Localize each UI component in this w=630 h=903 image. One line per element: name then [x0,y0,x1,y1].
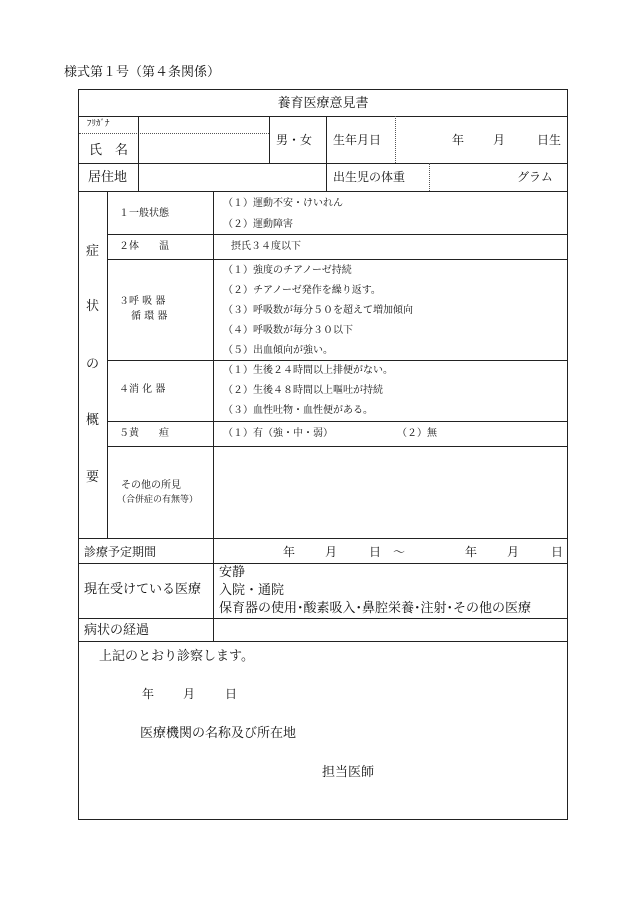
weight-divider [429,163,430,191]
symptoms-heading-char: の [86,357,100,372]
form-number: 様式第１号（第４条関係） [64,65,221,80]
circulatory-label: 循 環 器 [131,311,168,322]
rule [107,360,567,361]
respiratory-option: （２）チアノーゼ発作を繰り返す。 [223,285,381,296]
period-start-month: 月 [325,545,338,559]
rule [107,234,567,235]
furigana-divider [79,133,269,134]
digestive-option: （２）生後４８時間以上嘔吐が持続 [223,385,383,396]
period-start-day: 日 [369,545,382,559]
temperature-label: ２体 温 [119,241,169,252]
period-end-month: 月 [507,545,520,559]
general-condition-label: １一般状態 [119,208,169,219]
digestive-label: ４消 化 器 [119,384,166,395]
treatment-option: 入院・通院 [219,583,285,598]
rule [79,191,567,192]
address-label: 居住地 [88,170,128,185]
rule [79,641,567,642]
rule [107,191,108,538]
furigana-label: ﾌﾘｶﾞﾅ [87,119,110,129]
respiratory-label: ３呼 吸 器 [119,296,166,307]
period-tilde: ～ [393,545,406,559]
respiratory-option: （５）出血傾向が強い。 [223,345,333,356]
form-title: 養育医療意見書 [277,96,369,111]
rule [79,538,567,539]
current-treatment-label: 現在受けている医療 [84,582,202,597]
form-frame [78,89,568,820]
signature-month: 月 [183,687,196,701]
sex-options: 男・女 [276,133,313,147]
rule [326,116,327,191]
doctor-label: 担当医師 [322,765,375,780]
period-end-day: 日 [551,545,564,559]
other-findings-sublabel: （合併症の有無等） [117,495,199,505]
respiratory-option: （１）強度のチアノーゼ持続 [223,265,352,276]
treatment-period-label: 診療予定期間 [84,545,157,559]
name-label: 氏 名 [89,143,129,158]
symptoms-heading-char: 要 [86,470,100,485]
birth-year-unit: 年 [452,133,465,147]
period-end-year: 年 [465,545,478,559]
signature-year: 年 [142,687,155,701]
digestive-option: （１）生後２４時間以上排便がない。 [223,365,393,376]
rule [79,618,567,619]
symptoms-heading-char: 状 [86,299,100,314]
rule [213,191,214,641]
signature-day: 日 [225,687,238,701]
symptoms-heading-char: 症 [86,244,100,259]
rule [107,259,567,260]
general-option: （２）運動障害 [223,219,293,230]
course-label: 病状の経過 [84,623,150,638]
birthdate-divider [395,116,396,163]
digestive-option: （３）血性吐物・血性便がある。 [223,405,373,416]
rule [269,116,270,163]
other-findings-label: その他の所見 [121,480,181,491]
birth-day-unit: 日生 [537,133,562,147]
jaundice-option-no: （２）無 [397,428,437,439]
rule [138,116,139,191]
symptoms-heading-char: 概 [86,413,100,428]
rule [79,116,567,117]
rule [107,421,567,422]
treatment-option: 保育器の使用･酸素吸入･鼻腔栄養･注射･その他の医療 [219,601,532,616]
period-start-year: 年 [283,545,296,559]
jaundice-label: ５黄 疸 [119,428,169,439]
birth-month-unit: 月 [493,133,506,147]
birthdate-label: 生年月日 [333,133,382,147]
declaration-text: 上記のとおり診察します。 [99,649,254,664]
respiratory-option: （４）呼吸数が毎分３０以下 [223,325,353,336]
jaundice-option-yes: （１）有（強・中・弱） [223,428,333,439]
birth-weight-unit: グラム [517,170,553,184]
birth-weight-label: 出生児の体重 [333,170,406,184]
rule [79,563,567,564]
rule [107,446,567,447]
general-option: （１）運動不安・けいれん [223,198,343,209]
respiratory-option: （３）呼吸数が毎分５０を超えて増加傾向 [223,305,413,316]
treatment-option: 安静 [219,565,246,580]
institution-label: 医療機関の名称及び所在地 [140,726,297,741]
rule [79,163,567,164]
temperature-value: 摂氏３４度以下 [231,241,301,252]
